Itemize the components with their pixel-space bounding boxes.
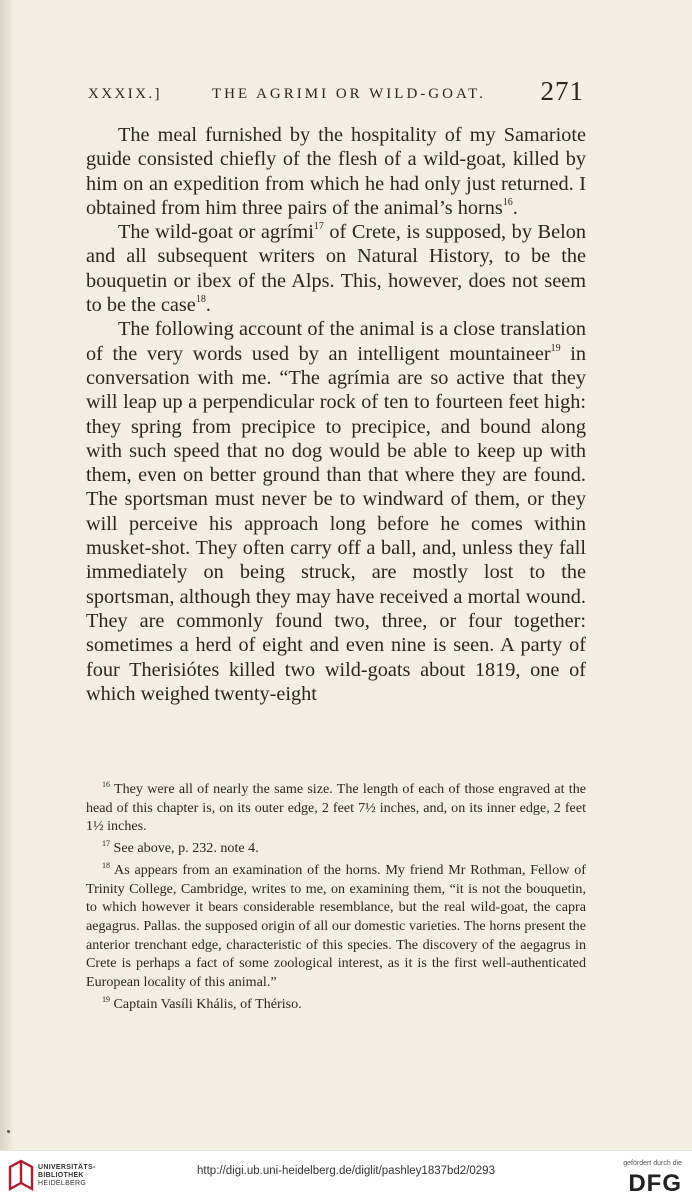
footnote-1 — [86, 780, 586, 836]
funder-note: gefördert durch die — [623, 1160, 682, 1167]
chapter-number: XXXIX.] — [88, 86, 162, 102]
body-text — [86, 123, 586, 706]
paragraph-3 — [86, 317, 586, 706]
footnote-marker: 16 — [102, 780, 110, 789]
paragraph-2 — [86, 220, 586, 317]
dfg-logo: DFG — [628, 1170, 682, 1197]
text-run: As appears from an examination of the horns. My friend Mr Rothman, Fellow of Trinity College, Cambridge, writes to me, on examining them, “it is not the bouquetin, to which however it bears considerable resemblance, but the real wild-goat, the capra aegagrus. Pallas. the supposed origin of all our domestic varieties. The horns present the anterior trenchant edge, characteristic of this species. The discovery of the aegagrus in Crete is perhaps a fact of some zoological interest, as it is the first well-authenticated European locality of this animal.” — [86, 861, 586, 991]
page-number: 271 — [540, 76, 584, 106]
footnote-marker: 17 — [102, 839, 110, 849]
footnote-2 — [86, 839, 586, 858]
logo-line-2: BIBLIOTHEK — [38, 1172, 84, 1179]
viewer-footer — [0, 1150, 692, 1202]
logo-line-1: UNIVERSITÄTS- — [38, 1164, 96, 1171]
text-run: . — [205, 294, 211, 317]
text-run: The meal furnished by the hospitality of my Samariote guide consisted chiefly of the flesh of a wild-goat, killed by him on an expedition from which he had only just returned. I obtained from him three pairs of the animal’s horns — [86, 124, 586, 219]
permalink-url[interactable]: http://digi.ub.uni-heidelberg.de/diglit/pashley1837bd2/0293 — [197, 1165, 495, 1177]
text-run: The wild-goat or agrími — [118, 221, 314, 244]
chapter-title: THE AGRIMI OR WILD-GOAT. — [212, 86, 486, 102]
text-run: in conversation with me. “The agrímia are so active that they will leap up a perpendicular rock of ten to fourteen feet high: they spring from precipice to precipice, and bound along with such speed that no dog would be able to keep up with them, even on better ground than that where they are found. The sportsman must never be to windward of them, or they will perceive his approach long before he comes within musket-shot. They often carry off a ball, and, unless they fall immediately on being struck, are mostly lost to the sportsman, although they may have received a mortal wound. They are commonly found two, three, or four together: sometimes a herd of eight and even nine is seen. A party of four Therisiótes killed two wild-goats about 1819, one of which weighed twenty-eight — [86, 342, 586, 705]
footnote-4 — [86, 995, 586, 1014]
footnote-marker: 18 — [195, 294, 206, 306]
text-run: . — [512, 196, 518, 219]
footnote-marker: 17 — [313, 221, 324, 233]
footnote-marker: 19 — [102, 994, 110, 1004]
footnote-3 — [86, 861, 586, 992]
footnote-marker: 18 — [102, 860, 110, 870]
text-run: The following account of the animal is a close translation of the very words used by an intelligent mountaineer — [86, 318, 586, 365]
footnote-marker: 19 — [550, 342, 561, 354]
footnotes — [86, 780, 586, 1016]
running-head — [88, 76, 588, 112]
footnote-marker: 16 — [502, 196, 513, 208]
paragraph-1 — [86, 123, 586, 220]
text-run: of Crete, is supposed, by Belon and all subsequent writers on Natural History, to be the bouquetin or ibex of the Alps. This, however, does not seem to be the case — [86, 221, 586, 317]
text-run: See above, p. 232. note 4. — [110, 840, 259, 857]
text-run: They were all of nearly the same size. The length of each of those engraved at the head of this chapter is, on its outer edge, 2 feet 7½ inches, and, on its inner edge, 2 feet 1½ inches. — [86, 781, 586, 835]
text-run: Captain Vasíli Khális, of Thériso. — [110, 995, 302, 1012]
logo-line-3: HEIDELBERG — [38, 1180, 87, 1187]
scan-speck — [7, 1130, 10, 1133]
page-gutter-shadow — [0, 0, 14, 1150]
